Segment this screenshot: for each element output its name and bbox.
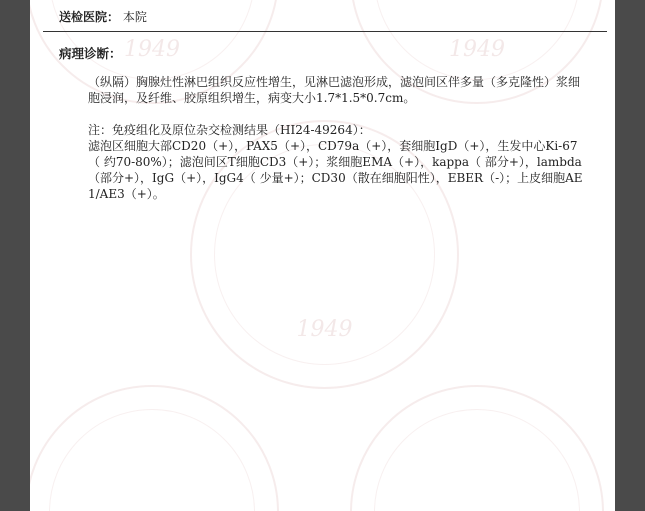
hospital-value: 本院 [122, 10, 147, 24]
header-divider [43, 31, 607, 32]
hospital-row [59, 8, 147, 25]
watermark-seal-inner [49, 409, 255, 511]
hospital-label: 送检医院： [59, 10, 120, 24]
watermark-seal-bottom-right [350, 385, 604, 511]
note-title: 注：免疫组化及原位杂交检测结果（HI24-49264）： [88, 123, 371, 137]
watermark-seal-inner [374, 409, 580, 511]
watermark-year: 1949 [296, 317, 353, 342]
watermark-seal-bottom-left [30, 385, 279, 511]
paragraph-gap [88, 106, 584, 122]
watermark-year: 1949 [449, 37, 505, 62]
report-page [30, 0, 615, 511]
watermark-year: 1949 [124, 37, 180, 62]
diagnosis-body [88, 74, 584, 202]
section-title: 病理诊断： [59, 46, 122, 61]
note-body: 滤泡区细胞大部CD20（+），PAX5（+），CD79a（+），套细胞IgD（+），生发中心Ki-67（ 约70-80%）；滤泡间区T细胞CD3（+）；浆细胞EMA（+），kappa（ 部分+），lambda（部分+），IgG（+），IgG4（ 少量+）；CD30（散在细胞阳性），EBER（-）；上皮细胞AE1/AE3（+）。 [88, 139, 583, 201]
diagnosis-paragraph: （纵隔）胸腺灶性淋巴组织反应性增生，见淋巴滤泡形成，滤泡间区伴多量（多克隆性）浆细胞浸润，及纤维、胶原组织增生，病变大小1.7*1.5*0.7cm。 [88, 75, 581, 105]
